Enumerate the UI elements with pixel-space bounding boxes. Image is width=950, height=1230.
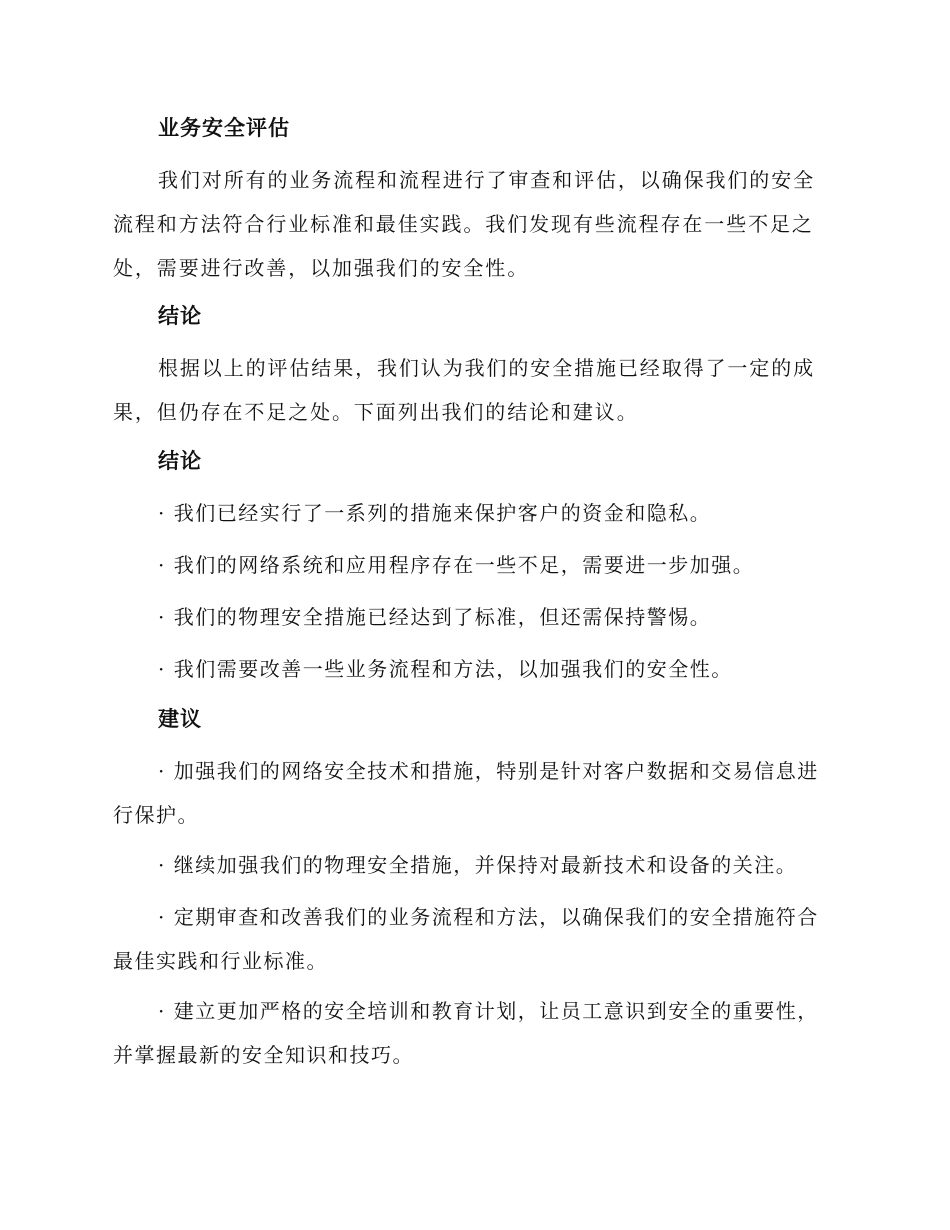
section-paragraph: 我们对所有的业务流程和流程进行了审查和评估，以确保我们的安全流程和方法符合行业标准和最佳实践。我们发现有些流程存在一些不足之处，需要进行改善，以加强我们的安全性。 [113,168,815,280]
section-heading-conclusion: 结论 [158,303,202,328]
conclusion-bullet-item: · 我们需要改善一些业务流程和方法，以加强我们的安全性。 [158,657,733,681]
conclusion-bullet-item: · 我们的网络系统和应用程序存在一些不足，需要进一步加强。 [158,553,755,577]
section-paragraph: 根据以上的评估结果，我们认为我们的安全措施已经取得了一定的成果，但仍存在不足之处。下面列出我们的结论和建议。 [113,356,815,424]
recommendation-bullet-item: · 建立更加严格的安全培训和教育计划，让员工意识到安全的重要性，并掌握最新的安全知识和技巧。 [113,999,819,1067]
section-heading-conclusion-list: 结论 [158,448,202,473]
section-heading-recommendations: 建议 [158,706,202,731]
recommendation-bullet-item: · 加强我们的网络安全技术和措施，特别是针对客户数据和交易信息进行保护。 [113,759,819,827]
recommendation-bullet-item: · 继续加强我们的物理安全措施，并保持对最新技术和设备的关注。 [158,853,798,877]
conclusion-bullet-item: · 我们已经实行了一系列的措施来保护客户的资金和隐私。 [158,501,712,525]
recommendation-bullet-item: · 定期审查和改善我们的业务流程和方法，以确保我们的安全措施符合最佳实践和行业标准。 [113,905,819,973]
section-heading-business-security-assessment: 业务安全评估 [158,115,290,140]
conclusion-bullet-item: · 我们的物理安全措施已经达到了标准，但还需保持警惕。 [158,605,712,629]
